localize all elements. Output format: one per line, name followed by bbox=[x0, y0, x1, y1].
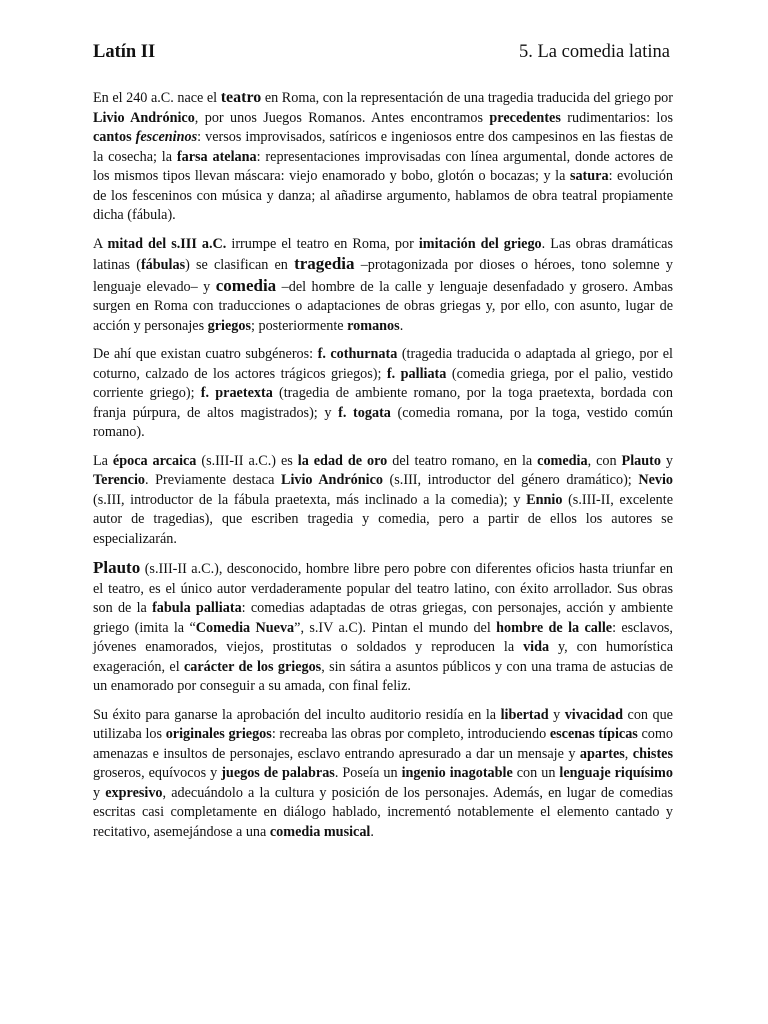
emphasized-term: juegos de palabras bbox=[221, 765, 335, 781]
paragraph-plautus bbox=[93, 558, 673, 697]
emphasized-term: f. togata bbox=[338, 404, 391, 421]
emphasized-term: Terencio bbox=[93, 472, 146, 488]
text-run: : comedias adaptadas de otras griegas, con personajes, acción y ambiente griego (imita la “ bbox=[93, 600, 674, 636]
unit-title: 5. La comedia latina bbox=[518, 42, 670, 62]
text-run: . Las obras dramáticas latinas ( bbox=[93, 235, 673, 273]
text-run: (tragedia de ambiente romano, por la toga praetexta, bordada con franja púrpura, de altos magistrados); y bbox=[93, 385, 673, 421]
emphasized-term: carácter de los griegos bbox=[183, 658, 322, 675]
text-run: y bbox=[660, 452, 674, 469]
emphasized-term: cantos bbox=[93, 129, 136, 145]
course-title: Latín II bbox=[93, 42, 156, 62]
emphasized-term: fabula palliata bbox=[152, 600, 242, 616]
emphasized-term: libertad bbox=[500, 706, 549, 723]
text-run: , bbox=[624, 745, 633, 762]
emphasized-term: f. praetexta bbox=[200, 385, 273, 401]
emphasized-term: hombre de la calle bbox=[496, 619, 613, 636]
page-header bbox=[93, 42, 670, 68]
text-run: (s.III-II, excelente autor de tragedias), que escriben tragedia y comedia, pero a partir de ellos los autores se especializarán. bbox=[93, 491, 673, 547]
paragraph-tragedy-comedy bbox=[93, 235, 673, 337]
text-run: rudimentarios: los bbox=[560, 109, 673, 126]
text-run: del teatro romano, en la bbox=[387, 452, 538, 469]
emphasized-term: vivacidad bbox=[564, 706, 624, 723]
paragraph-origins bbox=[93, 88, 673, 226]
emphasized-term: Comedia Nueva bbox=[195, 619, 295, 636]
emphasized-term: Plauto bbox=[621, 452, 661, 469]
emphasized-term: fesceninos bbox=[135, 129, 198, 145]
emphasized-term: expresivo bbox=[105, 784, 163, 801]
text-run: . bbox=[370, 823, 374, 840]
emphasized-term: romanos bbox=[347, 317, 400, 334]
emphasized-term: griegos bbox=[207, 317, 251, 334]
text-run: en Roma, con la representación de una tragedia traducida del griego por bbox=[261, 90, 673, 106]
text-run: y bbox=[93, 784, 106, 801]
emphasized-term: escenas típicas bbox=[549, 726, 638, 742]
emphasized-term: originales griegos bbox=[165, 726, 272, 742]
text-run: , sin sátira a asuntos públicos y con una trama de astucias de un enamorado por conseguir a su amada, con final feliz. bbox=[93, 658, 673, 694]
text-run: ; posteriormente bbox=[250, 317, 348, 334]
text-run: : evolución de los fesceninos con música y danza; al añadirse argumento, hablamos de obra teatral propiamente dicha (fábula). bbox=[93, 168, 673, 223]
text-run: ”, s.IV a.C). Pintan el mundo del bbox=[294, 619, 497, 636]
text-run: (s.III-II a.C.), desconocido, hombre libre pero pobre con diferentes oficios hasta triunfar en el teatro, es el único autor verdaderamente popular del teatro latino, con éxito arrollador. Sus obras son de la bbox=[93, 561, 673, 616]
emphasized-term: precedentes bbox=[489, 109, 561, 126]
text-run: En el 240 a.C. nace el bbox=[93, 90, 221, 106]
text-run: (s.III, introductor de la fábula praetexta, más inclinado a la comedia); y bbox=[93, 491, 527, 508]
text-run: (comedia romana, por la toga, vestido común romano). bbox=[93, 404, 673, 440]
emphasized-term: fábulas bbox=[140, 257, 186, 273]
text-run: (s.III, introductor del género dramático); bbox=[382, 472, 639, 488]
text-run: (tragedia traducida o adaptada al griego, por el coturno, calzado de los actores trágicos griegos); bbox=[93, 346, 673, 382]
text-run: ) se clasifican en bbox=[185, 257, 295, 273]
text-run: (comedia griega, por el palio, vestido corriente griego); bbox=[93, 365, 674, 401]
paragraph-subgenres bbox=[93, 345, 673, 443]
text-run: groseros, equívocos y bbox=[93, 765, 222, 781]
text-run: . Previamente destaca bbox=[145, 472, 281, 488]
emphasized-term: teatro bbox=[220, 89, 262, 106]
emphasized-term: vida bbox=[523, 639, 550, 655]
text-run: , por unos Juegos Romanos. Antes encontramos bbox=[194, 109, 490, 126]
text-run: con que utilizaba los bbox=[93, 706, 673, 742]
text-run: A bbox=[93, 235, 108, 252]
text-run: Su éxito para ganarse la aprobación del inculto auditorio residía en la bbox=[93, 706, 501, 723]
text-run: : representaciones improvisadas con línea argumental, donde actores de los mismos tipos llevan máscara: viejo enamorado y bobo, glotón o bocazas; y la bbox=[93, 148, 673, 184]
emphasized-term: tragedia bbox=[294, 254, 355, 273]
emphasized-term: Nevio bbox=[638, 472, 674, 488]
emphasized-term: ingenio inagotable bbox=[401, 765, 513, 781]
emphasized-term: satura bbox=[569, 168, 609, 184]
emphasized-term: f. palliata bbox=[386, 365, 447, 382]
emphasized-term: imitación del griego bbox=[418, 235, 542, 252]
emphasized-term: apartes bbox=[579, 745, 625, 762]
emphasized-term: época arcaica bbox=[112, 452, 197, 469]
text-run: : versos improvisados, satíricos e ingeniosos entre dos campesinos en las fiestas de la cosecha; la bbox=[93, 129, 673, 165]
emphasized-term: f. cothurnata bbox=[317, 346, 398, 362]
document-body bbox=[93, 88, 673, 851]
text-run: . bbox=[399, 317, 404, 334]
text-run: , con bbox=[587, 452, 622, 469]
text-run: (s.III-II a.C.) es bbox=[196, 452, 298, 469]
emphasized-term: Ennio bbox=[526, 491, 563, 508]
text-run: : esclavos, jóvenes enamorados, viejos, prostitutas o soldados y reproducen la bbox=[93, 619, 673, 655]
text-run: como amenazas e insultos de personajes, esclavo entrando apresurado a dar un mensaje y bbox=[93, 726, 674, 762]
emphasized-term: Plauto bbox=[93, 558, 141, 577]
emphasized-term: lenguaje riquísimo bbox=[559, 765, 673, 781]
text-run: La bbox=[93, 452, 113, 469]
emphasized-term: farsa atelana bbox=[176, 148, 257, 165]
text-run: : recreaba las obras por completo, introduciendo bbox=[271, 726, 550, 742]
paragraph-archaic-period bbox=[93, 452, 673, 550]
text-run: y bbox=[548, 706, 565, 723]
emphasized-term: la edad de oro bbox=[297, 452, 388, 469]
emphasized-term: chistes bbox=[632, 745, 673, 762]
text-run: . Poseía un bbox=[334, 765, 402, 781]
emphasized-term: comedia bbox=[215, 275, 277, 295]
emphasized-term: Livio Andrónico bbox=[93, 109, 195, 126]
paragraph-plautus-success bbox=[93, 706, 673, 843]
emphasized-term: Livio Andrónico bbox=[280, 472, 383, 488]
emphasized-term: mitad del s.III a.C. bbox=[107, 235, 227, 252]
emphasized-term: comedia bbox=[537, 452, 588, 469]
text-run: irrumpe el teatro en Roma, por bbox=[226, 235, 419, 252]
text-run: y, con humorística exageración, el bbox=[93, 639, 674, 675]
text-run: , adecuándolo a la cultura y posición de los personajes. Además, en lugar de comedias escritas casi completamente en diálogo hablado, incrementó notablemente el elemento cantado y recitativo, asemejándose a una bbox=[93, 784, 674, 840]
text-run: De ahí que existan cuatro subgéneros: bbox=[93, 346, 318, 362]
text-run: –del hombre de la calle y lenguaje desenfadado y grosero. Ambas surgen en Roma con traducciones o adaptaciones de obras griegas y, por ello, con asunto, lugar de acción y personajes bbox=[93, 278, 674, 334]
emphasized-term: comedia musical bbox=[269, 823, 371, 840]
text-run: con un bbox=[512, 765, 560, 781]
text-run: –protagonizada por dioses o héroes, tono solemne y lenguaje elevado– y bbox=[93, 257, 673, 295]
